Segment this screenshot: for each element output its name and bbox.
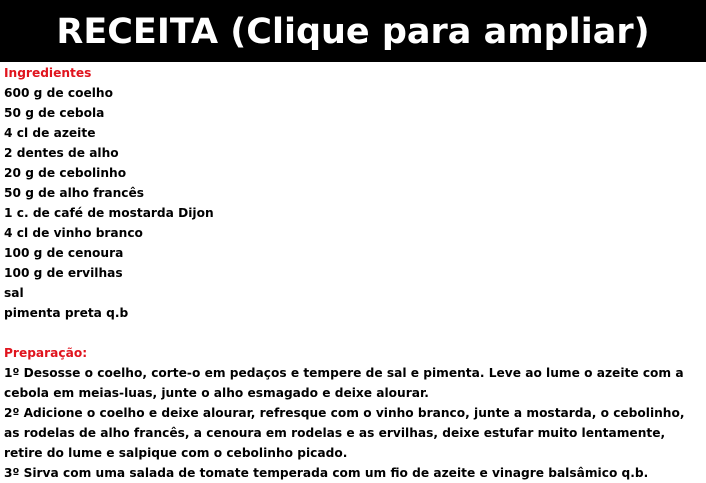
recipe-banner[interactable] xyxy=(0,0,706,62)
ingredient-item: 20 g de cebolinho xyxy=(4,166,127,180)
ingredient-item: 4 cl de vinho branco xyxy=(4,226,143,240)
ingredient-item: 600 g de coelho xyxy=(4,86,113,100)
ingredient-item: 50 g de alho francês xyxy=(4,186,145,200)
ingredient-item: 4 cl de azeite xyxy=(4,126,96,140)
preparation-step: 3º Sirva com uma salada de tomate temperada com um fio de azeite e vinagre balsâmico q.b. xyxy=(4,466,649,480)
preparation-step: 1º Desosse o coelho, corte-o em pedaços e tempere de sal e pimenta. Leve ao lume o azeite com a cebola em meias-luas, junte o alho esmagado e deixe alourar. xyxy=(4,366,684,400)
ingredients-heading: Ingredientes xyxy=(4,66,92,80)
section-spacer xyxy=(4,323,704,343)
ingredient-item: 1 c. de café de mostarda Dijon xyxy=(4,206,214,220)
preparation-step: 2º Adicione o coelho e deixe alourar, refresque com o vinho branco, junte a mostarda, o cebolinho, as rodelas de alho francês, a cenoura em rodelas e as ervilhas, deixe estufar muito lentamente, retire do lume e salpique com o cebolinho picado. xyxy=(4,406,685,460)
ingredient-item: 2 dentes de alho xyxy=(4,146,119,160)
ingredient-item: sal xyxy=(4,286,24,300)
preparation-steps xyxy=(4,363,704,483)
ingredient-item: pimenta preta q.b xyxy=(4,306,129,320)
recipe-content xyxy=(4,63,704,483)
ingredients-list xyxy=(4,83,704,323)
ingredient-item: 50 g de cebola xyxy=(4,106,105,120)
ingredient-item: 100 g de cenoura xyxy=(4,246,124,260)
preparation-heading: Preparação: xyxy=(4,346,88,360)
banner-title[interactable]: RECEITA (Clique para ampliar) xyxy=(56,12,650,52)
ingredient-item: 100 g de ervilhas xyxy=(4,266,123,280)
